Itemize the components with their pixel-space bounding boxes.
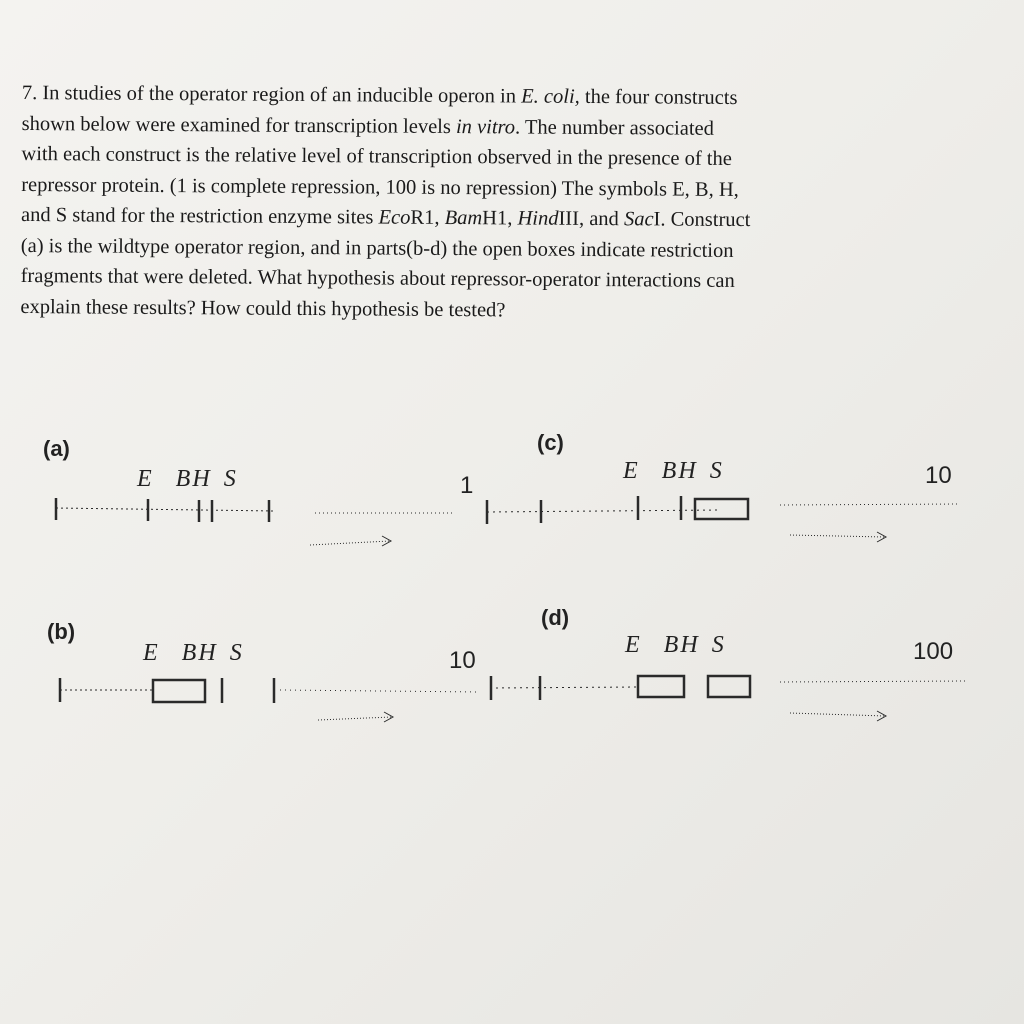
deleted-fragment-box xyxy=(708,676,750,697)
dna-line xyxy=(780,504,960,505)
text-segment: (a) is the wildtype operator region, and in parts(b-d) the open boxes indicate restriction xyxy=(20,234,734,262)
site-label-e: E xyxy=(625,632,642,658)
deleted-fragment-box xyxy=(638,676,684,697)
dna-line xyxy=(487,510,720,512)
site-label-s: S xyxy=(711,632,726,658)
site-label-b: B xyxy=(175,466,193,492)
site-label-e: E xyxy=(137,466,154,492)
site-label-h: H xyxy=(192,466,212,492)
site-label-b: B xyxy=(661,458,679,484)
transcription-arrow xyxy=(790,713,885,716)
site-label-b: B xyxy=(663,632,681,658)
dna-line xyxy=(280,690,480,692)
construct-b-map xyxy=(60,678,480,722)
arrowhead xyxy=(382,536,391,546)
text-segment: R1, xyxy=(410,206,445,229)
text-segment: with each construct is the relative level of transcription observed in the presence of the xyxy=(21,142,732,170)
site-label-h: H xyxy=(680,632,700,658)
text-segment: the four constructs xyxy=(579,85,738,109)
construct-c-label: (c) xyxy=(537,430,564,455)
deleted-fragment-box xyxy=(695,499,748,519)
site-label-e: E xyxy=(623,458,640,484)
construct-a-label: (a) xyxy=(43,436,70,461)
deleted-fragment-box xyxy=(153,680,205,702)
construct-b-label: (b) xyxy=(47,619,76,644)
site-label-s: S xyxy=(229,640,244,666)
text-segment: shown below were examined for transcription levels xyxy=(21,112,457,138)
italic-term: Bam xyxy=(444,206,483,230)
text-segment: 7. In studies of the operator region of an inducible operon in xyxy=(21,81,522,108)
site-label-h: H xyxy=(678,458,698,484)
site-label-b: B xyxy=(181,640,199,666)
italic-term: Eco xyxy=(378,206,411,229)
site-label-s: S xyxy=(709,458,724,484)
arrowhead xyxy=(384,712,393,722)
dna-line xyxy=(56,508,275,511)
transcription-arrow xyxy=(318,717,392,720)
text-segment: I. Construct xyxy=(653,208,751,232)
site-label-h: H xyxy=(198,640,218,666)
text-segment: H1, xyxy=(482,207,518,230)
dna-line xyxy=(490,687,638,688)
text-segment: explain these results? How could this hypothesis be tested? xyxy=(20,295,506,321)
text-segment: and S stand for the restriction enzyme sites xyxy=(20,203,379,229)
construct-c-transcription-level: 10 xyxy=(925,462,952,489)
text-segment: repressor protein. (1 is complete repression, 100 is no repression) The symbols E, B, H, xyxy=(21,173,739,201)
arrowhead xyxy=(877,711,886,721)
site-label-e: E xyxy=(143,640,160,666)
construct-a-map xyxy=(56,498,455,546)
text-segment: fragments that were deleted. What hypothesis about repressor-operator interactions can xyxy=(20,264,735,292)
italic-term: in vitro xyxy=(455,115,516,138)
construct-c-map xyxy=(487,496,960,542)
transcription-arrow xyxy=(310,541,390,545)
italic-term: Sac xyxy=(623,208,654,231)
italic-term: Hind xyxy=(517,207,559,230)
dna-line xyxy=(780,681,965,682)
construct-d-transcription-level: 100 xyxy=(913,638,954,665)
text-segment: . The number associated xyxy=(514,115,715,140)
construct-d-map xyxy=(490,676,965,721)
text-segment: III, and xyxy=(558,207,625,231)
construct-b-transcription-level: 10 xyxy=(449,647,476,674)
italic-term: E. coli, xyxy=(521,85,580,108)
construct-d-label: (d) xyxy=(541,605,570,630)
transcription-arrow xyxy=(790,535,885,537)
site-label-s: S xyxy=(223,466,238,492)
arrowhead xyxy=(877,532,886,542)
construct-a-transcription-level: 1 xyxy=(460,472,474,499)
